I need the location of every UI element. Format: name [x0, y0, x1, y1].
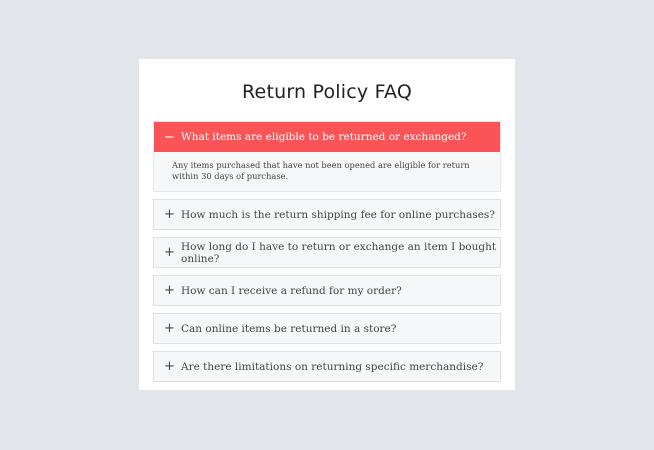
faq-answer: Any items purchased that have not been opened are eligible for return within 30 days of purchase. [154, 152, 500, 191]
plus-icon: + [164, 207, 175, 222]
plus-icon: + [164, 283, 175, 298]
faq-question-text: What items are eligible to be returned or exchanged? [181, 131, 467, 143]
faq-question-text: How much is the return shipping fee for online purchases? [181, 208, 495, 221]
faq-question-text: Are there limitations on returning specific merchandise? [181, 360, 484, 373]
faq-question-text: How long do I have to return or exchange an item I bought online? [181, 240, 497, 265]
faq-item-in-store-return [153, 313, 501, 344]
faq-item-shipping-fee [153, 199, 501, 230]
plus-icon: + [164, 321, 175, 336]
faq-item-eligible-items [153, 121, 501, 192]
faq-question-toggle[interactable] [154, 200, 500, 229]
faq-question-text: Can online items be returned in a store? [181, 322, 397, 335]
faq-question-text: How can I receive a refund for my order? [181, 284, 402, 297]
faq-question-toggle[interactable] [154, 352, 500, 381]
faq-accordion [153, 121, 501, 389]
plus-icon: + [164, 245, 175, 260]
page-title: Return Policy FAQ [242, 81, 412, 103]
faq-question-toggle[interactable] [154, 314, 500, 343]
faq-card [139, 59, 515, 390]
faq-question-toggle[interactable] [154, 122, 500, 152]
plus-icon: + [164, 359, 175, 374]
faq-question-toggle[interactable] [154, 276, 500, 305]
faq-item-limitations [153, 351, 501, 382]
faq-item-return-window [153, 237, 501, 268]
faq-question-toggle[interactable] [154, 238, 500, 267]
faq-item-refund [153, 275, 501, 306]
minus-icon: − [164, 129, 175, 145]
